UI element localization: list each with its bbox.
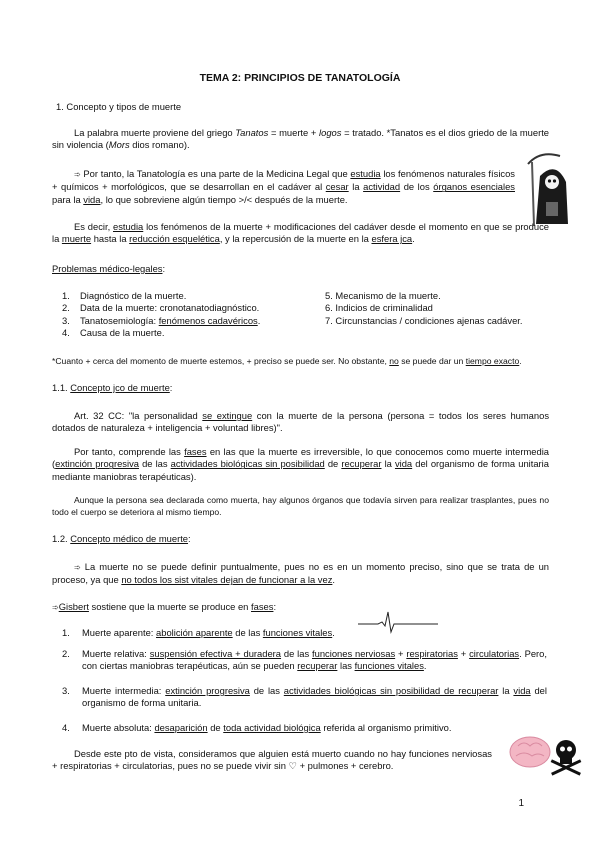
brain-skull-icon xyxy=(506,730,584,778)
page-title: TEMA 2: PRINCIPIOS DE TANATOLOGÍA xyxy=(199,72,401,84)
arrow-icon: ➾ xyxy=(74,170,81,179)
problems-list xyxy=(62,290,532,340)
list-item: 4. Causa de la muerte. xyxy=(62,327,165,339)
arrow-icon: ➾ xyxy=(52,603,59,612)
problemas-heading: Problemas médico-legales: xyxy=(52,263,166,274)
list-item: 6. Indicios de criminalidad xyxy=(325,302,433,314)
paragraph-es-decir: Es decir, estudia los fenómenos de la muerte + modificaciones del cadáver desde el momento en que se produce la muerte hasta la reducción esquelética, y la repercusión de la muerte en la esfera jca. xyxy=(52,221,549,245)
list-item: 2. Muerte relativa: suspensión efectiva + duradera de las funciones nerviosas + respiratorias + circulatorias. Pero, con ciertas maniobras terapéuticas, aún se pueden recuperar las funciones vitales. xyxy=(62,648,547,672)
section-heading-1-1: 1.1. Concepto jco de muerte: xyxy=(52,382,173,393)
paragraph-conclusion: Desde este pto de vista, consideramos que alguien está muerto cuando no hay funciones nerviosas + respiratorias + circulatorias, pues no se puede vivir sin ♡ + pulmones + cerebro. xyxy=(52,748,492,772)
ecg-line-icon xyxy=(358,610,438,634)
paragraph-art-32: Art. 32 CC: "la personalidad se extingue con la muerte de la persona (persona = todos los seres humanos dotados de naturaleza + inteligencia + voluntad libres)". xyxy=(52,410,550,434)
section-heading-1: 1. Concepto y tipos de muerte xyxy=(56,101,182,112)
list-item: 1. Muerte aparente: abolición aparente de las funciones vitales. xyxy=(62,627,335,638)
paragraph-trasplantes: Aunque la persona sea declarada como muerta, hay algunos órganos que todavía sirven para realizar trasplantes, pues no todo el cuerpo se deteriora al mismo tiempo. xyxy=(52,495,549,518)
list-item: 5. Mecanismo de la muerte. xyxy=(325,290,441,301)
list-item: 3. Muerte intermedia: extinción progresiva de las actividades biológicas sin posibilidad de recuperar la vida del organismo de forma unitaria. xyxy=(62,685,547,709)
paragraph-etymology: La palabra muerte proviene del griego Tanatos = muerte + logos = tratado. *Tanatos es el dios griedo de la muerte sin violencia (Mors dios romano). xyxy=(52,127,550,151)
paragraph-tanatologia: ➾ Por tanto, la Tanatología es una parte de la Medicina Legal que estudia los fenómenos naturales físicos + químicos + morfológicos, que se desarrollan en el cadáver al cesar la actividad de los órganos esenciales para la vida, lo que sobreviene algún tiempo >/< después de la muerte. xyxy=(52,168,515,205)
list-item: 1. Diagnóstico de la muerte. xyxy=(62,290,187,301)
list-item: 2. Data de la muerte: cronotanatodiagnóstico. xyxy=(62,302,260,314)
list-item: 4. Muerte absoluta: desaparición de toda actividad biológica referida al organismo primitivo. xyxy=(62,722,452,733)
paragraph-gisbert: ➾Gisbert sostiene que la muerte se produce en fases: xyxy=(52,601,277,612)
note-precision: *Cuanto + cerca del momento de muerte estemos, + preciso se puede ser. No obstante, no se puede dar un tiempo exacto. xyxy=(52,356,522,366)
paragraph-proceso: ➾ La muerte no se puede definir puntualmente, pues no es en un momento preciso, sino que se trata de un proceso, ya que no todos los sist vitales dejan de funcionar a la vez. xyxy=(52,561,549,586)
page-number: 1 xyxy=(518,798,524,809)
list-item: 7. Circunstancias / condiciones ajenas cadáver. xyxy=(325,314,523,326)
section-heading-1-2: 1.2. Concepto médico de muerte: xyxy=(52,533,191,544)
grim-reaper-icon xyxy=(520,148,572,230)
list-item: 3. Tanatosemiología: fenómenos cadavéricos. xyxy=(62,314,261,326)
arrow-icon: ➾ xyxy=(74,563,81,572)
paragraph-fases: Por tanto, comprende las fases en las que la muerte es irreversible, lo que conocemos como muerte intermedia (extinción progresiva de las actividades biológicas sin posibilidad de recuperar la vida del organismo de forma unitaria mediante maniobras terapéuticas). xyxy=(52,446,549,482)
